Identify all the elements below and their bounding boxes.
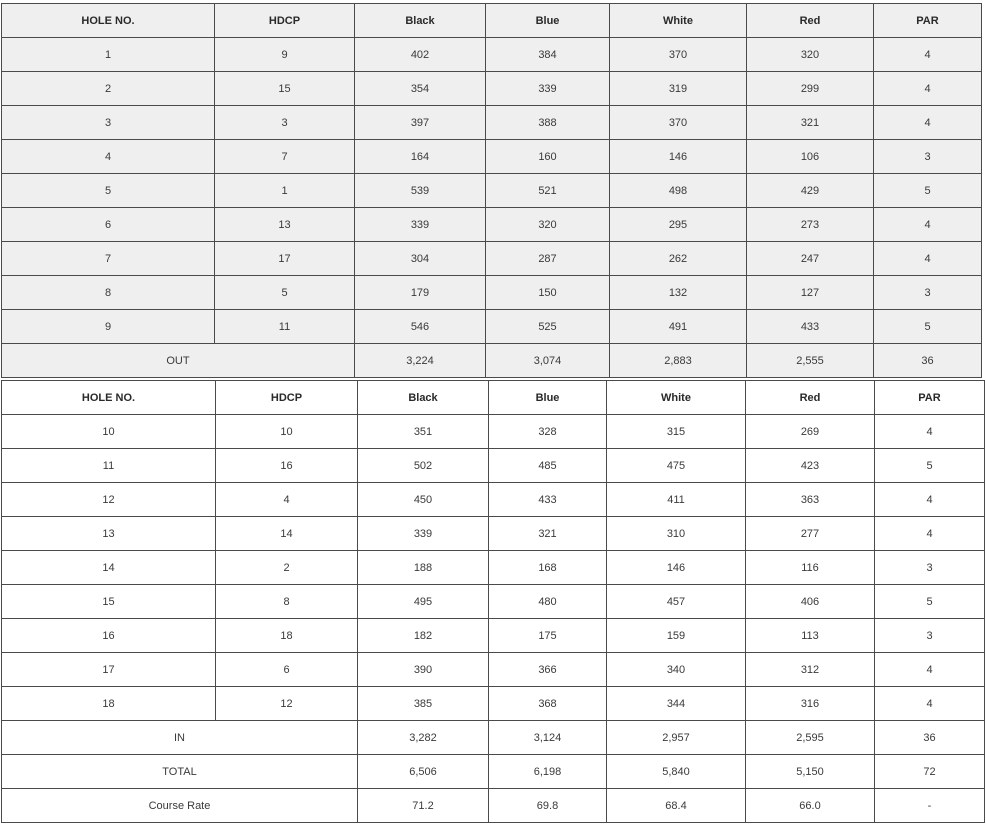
table-cell: 5 [215, 276, 355, 310]
table-cell: 4 [874, 72, 982, 106]
column-header: Red [747, 4, 874, 38]
table-cell: 5 [875, 585, 985, 619]
column-header: Black [358, 381, 489, 415]
table-cell: 15 [2, 585, 216, 619]
table-cell: 2 [2, 72, 215, 106]
summary-cell: 3,124 [489, 721, 607, 755]
table-cell: 113 [746, 619, 875, 653]
hole-row [2, 242, 982, 276]
summary-label: OUT [2, 344, 355, 378]
summary-cell: 36 [874, 344, 982, 378]
hole-row [2, 687, 985, 721]
table-cell: 11 [215, 310, 355, 344]
table-cell: 6 [216, 653, 358, 687]
front-nine-table [1, 3, 982, 378]
table-cell: 339 [358, 517, 489, 551]
table-cell: 411 [607, 483, 746, 517]
table-cell: 321 [489, 517, 607, 551]
table-cell: 351 [358, 415, 489, 449]
summary-cell: 68.4 [607, 789, 746, 823]
summary-cell: 2,555 [747, 344, 874, 378]
table-cell: 159 [607, 619, 746, 653]
table-cell: 4 [875, 415, 985, 449]
back-nine-table [1, 380, 985, 823]
front-nine-header [2, 4, 982, 38]
table-cell: 4 [875, 517, 985, 551]
table-cell: 269 [746, 415, 875, 449]
table-cell: 384 [486, 38, 610, 72]
table-cell: 4 [2, 140, 215, 174]
table-cell: 1 [215, 174, 355, 208]
summary-cell: 3,282 [358, 721, 489, 755]
column-header: Blue [489, 381, 607, 415]
table-cell: 160 [486, 140, 610, 174]
table-cell: 9 [215, 38, 355, 72]
table-cell: 273 [747, 208, 874, 242]
column-header: PAR [874, 4, 982, 38]
hole-row [2, 140, 982, 174]
summary-row [2, 721, 985, 755]
hole-row [2, 276, 982, 310]
table-cell: 13 [215, 208, 355, 242]
table-cell: 150 [486, 276, 610, 310]
table-cell: 502 [358, 449, 489, 483]
hole-row [2, 38, 982, 72]
table-cell: 320 [747, 38, 874, 72]
table-cell: 4 [874, 242, 982, 276]
table-cell: 406 [746, 585, 875, 619]
table-cell: 5 [874, 310, 982, 344]
table-cell: 3 [875, 551, 985, 585]
table-cell: 480 [489, 585, 607, 619]
table-cell: 321 [747, 106, 874, 140]
table-cell: 4 [875, 653, 985, 687]
table-cell: 17 [2, 653, 216, 687]
table-cell: 9 [2, 310, 215, 344]
table-cell: 10 [216, 415, 358, 449]
table-cell: 344 [607, 687, 746, 721]
table-cell: 8 [2, 276, 215, 310]
column-header: HDCP [215, 4, 355, 38]
table-cell: 546 [355, 310, 486, 344]
table-cell: 319 [610, 72, 747, 106]
table-cell: 10 [2, 415, 216, 449]
hole-row [2, 106, 982, 140]
table-cell: 168 [489, 551, 607, 585]
table-cell: 370 [610, 38, 747, 72]
table-cell: 188 [358, 551, 489, 585]
table-cell: 5 [875, 449, 985, 483]
table-cell: 146 [610, 140, 747, 174]
table-cell: 13 [2, 517, 216, 551]
summary-label: IN [2, 721, 358, 755]
table-cell: 262 [610, 242, 747, 276]
hole-row [2, 72, 982, 106]
table-cell: 3 [874, 140, 982, 174]
table-cell: 287 [486, 242, 610, 276]
table-cell: 339 [486, 72, 610, 106]
table-cell: 18 [216, 619, 358, 653]
table-cell: 4 [874, 38, 982, 72]
table-cell: 388 [486, 106, 610, 140]
table-cell: 116 [746, 551, 875, 585]
table-cell: 304 [355, 242, 486, 276]
table-cell: 370 [610, 106, 747, 140]
table-cell: 450 [358, 483, 489, 517]
summary-row [2, 789, 985, 823]
header-row [2, 4, 982, 38]
summary-cell: 2,957 [607, 721, 746, 755]
table-cell: 4 [216, 483, 358, 517]
table-cell: 132 [610, 276, 747, 310]
table-cell: 4 [874, 106, 982, 140]
table-cell: 295 [610, 208, 747, 242]
table-cell: 15 [215, 72, 355, 106]
table-cell: 8 [216, 585, 358, 619]
table-cell: 127 [747, 276, 874, 310]
summary-cell: 6,506 [358, 755, 489, 789]
table-cell: 315 [607, 415, 746, 449]
table-cell: 14 [2, 551, 216, 585]
summary-cell: 2,883 [610, 344, 747, 378]
hole-row [2, 619, 985, 653]
table-cell: 429 [747, 174, 874, 208]
table-cell: 390 [358, 653, 489, 687]
summary-cell: 66.0 [746, 789, 875, 823]
table-cell: 277 [746, 517, 875, 551]
table-cell: 7 [215, 140, 355, 174]
column-header: HOLE NO. [2, 381, 216, 415]
summary-cell: 2,595 [746, 721, 875, 755]
table-cell: 525 [486, 310, 610, 344]
summary-cell: 6,198 [489, 755, 607, 789]
table-cell: 3 [215, 106, 355, 140]
summary-label: TOTAL [2, 755, 358, 789]
table-cell: 397 [355, 106, 486, 140]
table-cell: 179 [355, 276, 486, 310]
table-cell: 6 [2, 208, 215, 242]
table-cell: 16 [216, 449, 358, 483]
column-header: Blue [486, 4, 610, 38]
hole-row [2, 653, 985, 687]
table-cell: 328 [489, 415, 607, 449]
hole-row [2, 551, 985, 585]
table-cell: 539 [355, 174, 486, 208]
summary-cell: 69.8 [489, 789, 607, 823]
table-cell: 316 [746, 687, 875, 721]
summary-cell: 5,840 [607, 755, 746, 789]
table-cell: 3 [2, 106, 215, 140]
front-nine-body [2, 38, 982, 378]
table-cell: 310 [607, 517, 746, 551]
table-cell: 182 [358, 619, 489, 653]
summary-label: Course Rate [2, 789, 358, 823]
table-cell: 1 [2, 38, 215, 72]
table-cell: 498 [610, 174, 747, 208]
table-cell: 106 [747, 140, 874, 174]
back-nine-header [2, 381, 985, 415]
hole-row [2, 483, 985, 517]
table-cell: 312 [746, 653, 875, 687]
table-cell: 12 [2, 483, 216, 517]
table-cell: 354 [355, 72, 486, 106]
summary-row [2, 755, 985, 789]
column-header: Black [355, 4, 486, 38]
back-nine-body [2, 415, 985, 823]
column-header: HOLE NO. [2, 4, 215, 38]
table-cell: 433 [747, 310, 874, 344]
table-cell: 320 [486, 208, 610, 242]
table-cell: 4 [875, 687, 985, 721]
table-cell: 457 [607, 585, 746, 619]
table-cell: 2 [216, 551, 358, 585]
table-cell: 363 [746, 483, 875, 517]
hole-row [2, 174, 982, 208]
hole-row [2, 208, 982, 242]
table-cell: 12 [216, 687, 358, 721]
table-cell: 521 [486, 174, 610, 208]
table-cell: 4 [875, 483, 985, 517]
summary-cell: 71.2 [358, 789, 489, 823]
table-cell: 11 [2, 449, 216, 483]
table-cell: 5 [874, 174, 982, 208]
hole-row [2, 415, 985, 449]
summary-cell: 3,224 [355, 344, 486, 378]
hole-row [2, 449, 985, 483]
table-cell: 423 [746, 449, 875, 483]
table-cell: 385 [358, 687, 489, 721]
table-cell: 366 [489, 653, 607, 687]
table-cell: 247 [747, 242, 874, 276]
table-cell: 17 [215, 242, 355, 276]
column-header: Red [746, 381, 875, 415]
table-cell: 299 [747, 72, 874, 106]
table-cell: 14 [216, 517, 358, 551]
table-cell: 339 [355, 208, 486, 242]
header-row [2, 381, 985, 415]
summary-cell: 36 [875, 721, 985, 755]
summary-cell: 3,074 [486, 344, 610, 378]
table-cell: 485 [489, 449, 607, 483]
table-cell: 368 [489, 687, 607, 721]
hole-row [2, 585, 985, 619]
summary-cell: - [875, 789, 985, 823]
column-header: HDCP [216, 381, 358, 415]
column-header: White [607, 381, 746, 415]
table-cell: 475 [607, 449, 746, 483]
table-cell: 146 [607, 551, 746, 585]
table-cell: 433 [489, 483, 607, 517]
column-header: White [610, 4, 747, 38]
table-cell: 4 [874, 208, 982, 242]
table-cell: 491 [610, 310, 747, 344]
summary-row [2, 344, 982, 378]
table-cell: 18 [2, 687, 216, 721]
table-cell: 16 [2, 619, 216, 653]
summary-cell: 72 [875, 755, 985, 789]
hole-row [2, 310, 982, 344]
table-cell: 3 [874, 276, 982, 310]
hole-row [2, 517, 985, 551]
summary-cell: 5,150 [746, 755, 875, 789]
column-header: PAR [875, 381, 985, 415]
table-cell: 495 [358, 585, 489, 619]
table-cell: 5 [2, 174, 215, 208]
table-cell: 175 [489, 619, 607, 653]
table-cell: 7 [2, 242, 215, 276]
table-cell: 3 [875, 619, 985, 653]
table-cell: 402 [355, 38, 486, 72]
table-cell: 340 [607, 653, 746, 687]
table-cell: 164 [355, 140, 486, 174]
